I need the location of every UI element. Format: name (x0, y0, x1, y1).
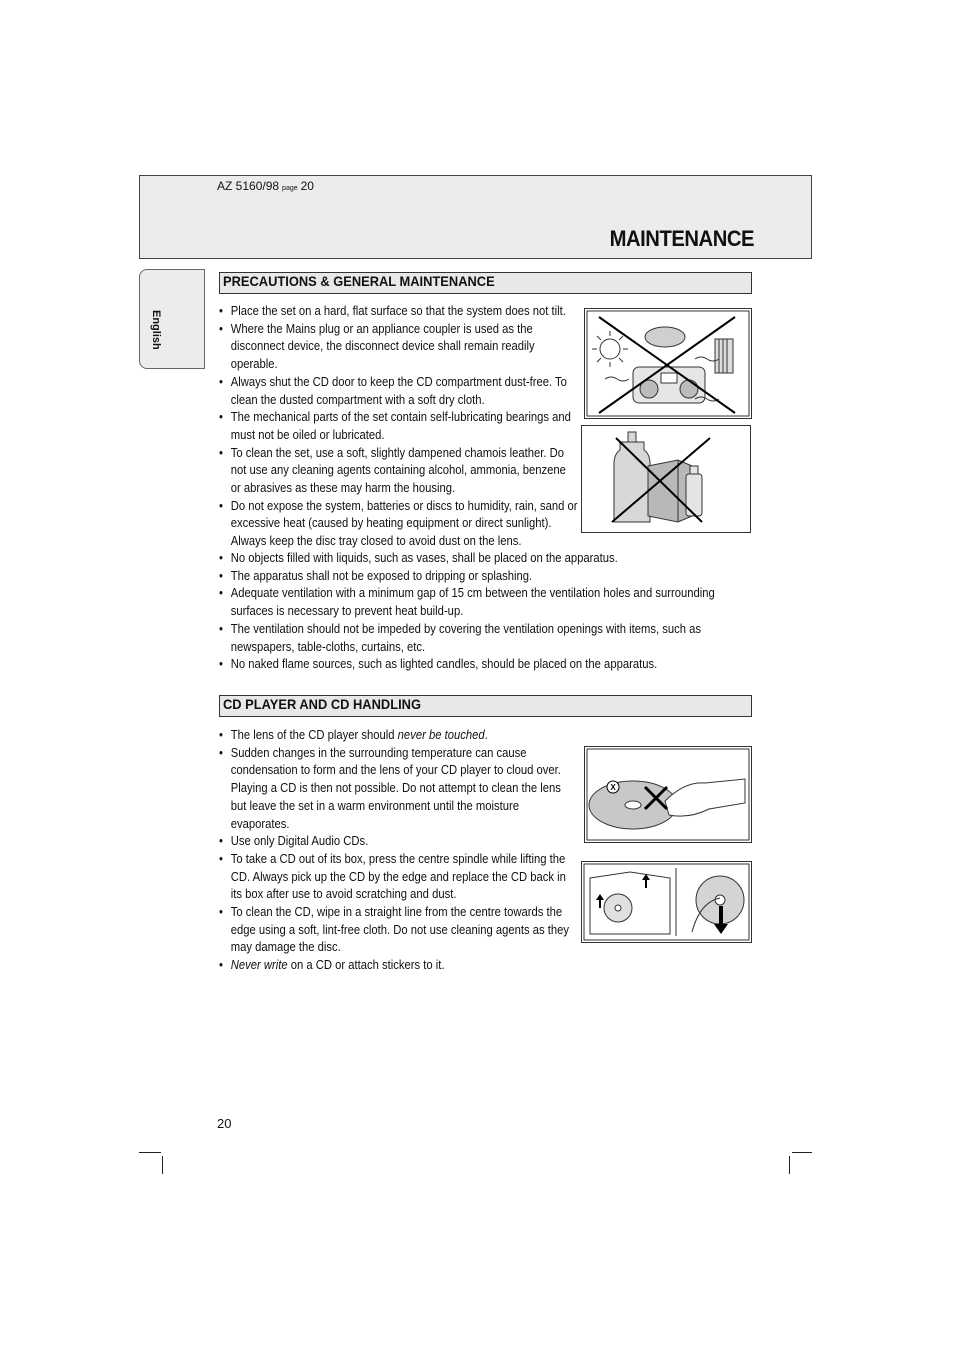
language-tab (139, 269, 205, 369)
list-item: • Use only Digital Audio CDs. (219, 833, 579, 851)
list-item: • No objects filled with liquids, such as vases, shall be placed on the apparatus. (219, 550, 737, 568)
list-item: • Where the Mains plug or an appliance coupler is used as the disconnect device, the disconnect device shall remain readily operable. (219, 321, 579, 374)
language-label: English (150, 310, 162, 350)
sun-icon (592, 331, 628, 367)
list-item: • Place the set on a hard, flat surface so that the system does not tilt. (219, 303, 579, 321)
radiator-icon (715, 339, 733, 373)
crop-mark (789, 1156, 790, 1174)
list-item: • Never write on a CD or attach stickers to it. (219, 957, 579, 975)
page-number: 20 (217, 1116, 232, 1131)
hand-icon (665, 779, 745, 816)
cd-handling-illustration (581, 861, 752, 943)
lens-marker: X (610, 783, 616, 792)
list-item: • Do not expose the system, batteries or discs to humidity, rain, sand or excessive heat (caused by heating equipment or direct sunlight). Always keep the disc tray closed to avoid dust on the lens. (219, 498, 579, 551)
crop-mark (792, 1152, 812, 1153)
list-item: • The lens of the CD player should never be touched. (219, 727, 579, 745)
section-title-precautions: PRECAUTIONS & GENERAL MAINTENANCE (223, 273, 495, 289)
cd-disc-icon (692, 876, 744, 932)
list-item: • No naked flame sources, such as lighted candles, should be placed on the apparatus. (219, 656, 737, 674)
header-info (217, 179, 314, 193)
crop-mark (139, 1152, 161, 1153)
list-item: • The mechanical parts of the set contain self-lubricating bearings and must not be oiled or lubricated. (219, 409, 579, 444)
list-item: • To clean the set, use a soft, slightly dampened chamois leather. Do not use any cleaning agents containing alcohol, ammonia, benzene or abrasives as these may harm the housing. (219, 445, 579, 498)
bottle-icon (614, 432, 650, 522)
page-reference: 20 (300, 179, 314, 193)
no-cleaning-agents-illustration (581, 425, 751, 533)
precautions-list-bottom (219, 550, 737, 674)
crop-mark (162, 1156, 163, 1174)
cd-handling-list (219, 727, 579, 975)
list-item: • Always shut the CD door to keep the CD compartment dust-free. To clean the dusted compartment with a soft dry cloth. (219, 374, 579, 409)
page-title: MAINTENANCE (609, 226, 754, 251)
list-item: • Sudden changes in the surrounding temperature can cause condensation to form and the lens of your CD player to cloud over. Playing a CD is then not possible. Do not attempt to clean the lens but leave the set in a warm environment until the moisture evaporates. (219, 745, 579, 834)
list-item: • The apparatus shall not be exposed to dripping or splashing. (219, 568, 737, 586)
section-title-cd-handling: CD PLAYER AND CD HANDLING (223, 696, 421, 712)
list-item: • To take a CD out of its box, press the centre spindle while lifting the CD. Always pick up the CD by the edge and replace the CD back in its box after use to avoid scratching and dust. (219, 851, 579, 904)
dont-touch-lens-illustration (584, 746, 752, 843)
model-number: AZ 5160/98 (217, 179, 280, 193)
no-heat-illustration (584, 308, 752, 419)
cd-box-icon (590, 872, 670, 934)
list-item: • To clean the CD, wipe in a straight line from the centre towards the edge using a soft, lint-free cloth. Do not use cleaning agents as they may damage the disc. (219, 904, 579, 957)
list-item: • Adequate ventilation with a minimum gap of 15 cm between the ventilation holes and surrounding surfaces is necessary to prevent heat build-up. (219, 585, 737, 620)
precautions-list-top (219, 303, 579, 551)
page-word: page (282, 185, 298, 192)
list-item: • The ventilation should not be impeded by covering the ventilation openings with items, such as newspapers, table-cloths, curtains, etc. (219, 621, 737, 656)
